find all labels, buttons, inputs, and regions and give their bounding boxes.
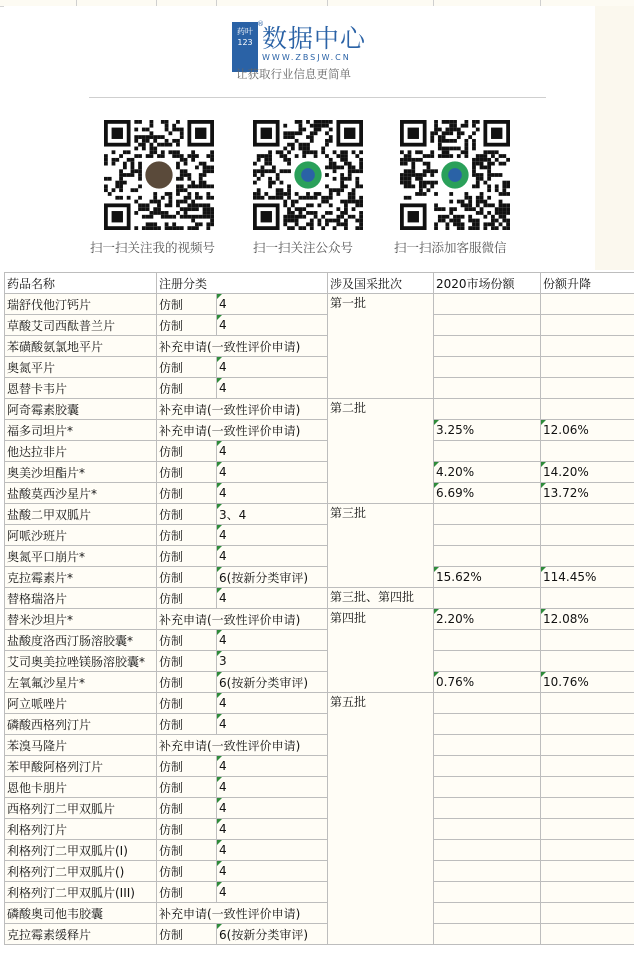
cell-market-share[interactable]	[434, 882, 541, 903]
cell-drug-name[interactable]: 草酸艾司西酞普兰片	[5, 315, 157, 336]
cell-class[interactable]: 4	[217, 315, 328, 336]
cell-class[interactable]: 6(按新分类审评)	[217, 924, 328, 945]
cell-drug-name[interactable]: 奥美沙坦酯片*	[5, 462, 157, 483]
banner-divider	[89, 97, 546, 98]
cell-drug-name[interactable]: 磷酸奥司他韦胶囊	[5, 903, 157, 924]
cell-share-change[interactable]	[541, 651, 634, 672]
cell-drug-name[interactable]: 苯溴马隆片	[5, 735, 157, 756]
cell-registration[interactable]: 仿制	[157, 798, 217, 819]
qr-caption-video: 扫一扫关注我的视频号	[90, 240, 216, 255]
cell-share-change[interactable]	[541, 357, 634, 378]
cell-share-change[interactable]	[541, 903, 634, 924]
cell-registration[interactable]: 补充申请(一致性评价申请)	[157, 609, 328, 630]
cell-market-share[interactable]: 6.69%	[434, 483, 541, 504]
qr-code-official-account	[253, 120, 363, 230]
qr-code-video	[104, 120, 214, 230]
cell-market-share[interactable]	[434, 777, 541, 798]
cell-registration[interactable]: 仿制	[157, 588, 217, 609]
cell-drug-name[interactable]: 克拉霉素缓释片	[5, 924, 157, 945]
cell-class[interactable]: 4	[217, 357, 328, 378]
cell-market-share[interactable]	[434, 735, 541, 756]
cell-class[interactable]: 6(按新分类审评)	[217, 567, 328, 588]
cell-share-change[interactable]	[541, 924, 634, 945]
cell-share-change[interactable]	[541, 546, 634, 567]
cell-drug-name[interactable]: 磷酸西格列汀片	[5, 714, 157, 735]
cell-market-share[interactable]	[434, 588, 541, 609]
cell-market-share[interactable]	[434, 693, 541, 714]
cell-registration[interactable]: 仿制	[157, 441, 217, 462]
cell-drug-name[interactable]: 利格列汀二甲双胍片(Ⅰ)	[5, 840, 157, 861]
logo-url: WWW.ZBSJW.CN	[262, 53, 351, 62]
drug-table	[4, 272, 634, 945]
cell-share-change[interactable]: 10.76%	[541, 672, 634, 693]
table-row	[5, 483, 634, 504]
cell-registration[interactable]: 仿制	[157, 714, 217, 735]
header-share-change[interactable]: 份额升降	[541, 273, 634, 294]
table-row	[5, 378, 634, 399]
table-row	[5, 441, 634, 462]
cell-drug-name[interactable]: 恩他卡朋片	[5, 777, 157, 798]
cell-registration[interactable]: 仿制	[157, 525, 217, 546]
cell-market-share[interactable]	[434, 504, 541, 525]
table-row	[5, 294, 634, 315]
cell-drug-name[interactable]: 恩替卡韦片	[5, 378, 157, 399]
cell-market-share[interactable]: 4.20%	[434, 462, 541, 483]
cell-share-change[interactable]	[541, 861, 634, 882]
table-row	[5, 357, 634, 378]
qr-code-service-wechat	[400, 120, 510, 230]
cell-registration[interactable]: 补充申请(一致性评价申请)	[157, 336, 328, 357]
table-row	[5, 819, 634, 840]
qr-caption-official-account: 扫一扫关注公众号	[253, 240, 354, 255]
cell-market-share[interactable]: 15.62%	[434, 567, 541, 588]
cell-registration[interactable]: 仿制	[157, 630, 217, 651]
cell-class[interactable]: 4	[217, 840, 328, 861]
qr-caption-service-wechat: 扫一扫添加客服微信	[394, 240, 507, 255]
cell-registration[interactable]: 仿制	[157, 504, 217, 525]
cell-class[interactable]: 3	[217, 651, 328, 672]
cell-share-change[interactable]	[541, 840, 634, 861]
cell-drug-name[interactable]: 替格瑞洛片	[5, 588, 157, 609]
cell-registration[interactable]: 仿制	[157, 861, 217, 882]
table-row	[5, 840, 634, 861]
cell-share-change[interactable]	[541, 525, 634, 546]
cell-market-share[interactable]	[434, 756, 541, 777]
cell-registration[interactable]: 仿制	[157, 777, 217, 798]
cell-drug-name[interactable]: 苯磺酸氨氯地平片	[5, 336, 157, 357]
cell-class[interactable]: 4	[217, 378, 328, 399]
cell-batch[interactable]: 第三批、第四批	[328, 588, 434, 609]
cell-share-change[interactable]	[541, 504, 634, 525]
cell-registration[interactable]: 仿制	[157, 651, 217, 672]
cell-share-change[interactable]	[541, 630, 634, 651]
cell-class[interactable]: 4	[217, 462, 328, 483]
table-row	[5, 693, 634, 714]
spreadsheet-background	[595, 6, 634, 270]
cell-market-share[interactable]	[434, 630, 541, 651]
table-row	[5, 777, 634, 798]
cell-drug-name[interactable]: 奥氮平片	[5, 357, 157, 378]
cell-registration[interactable]: 仿制	[157, 693, 217, 714]
cell-drug-name[interactable]: 阿奇霉素胶囊	[5, 399, 157, 420]
cell-drug-name[interactable]: 盐酸二甲双胍片	[5, 504, 157, 525]
cell-share-change[interactable]	[541, 378, 634, 399]
cell-drug-name[interactable]: 福多司坦片*	[5, 420, 157, 441]
cell-class[interactable]: 4	[217, 483, 328, 504]
cell-market-share[interactable]	[434, 819, 541, 840]
table-row	[5, 882, 634, 903]
cell-drug-name[interactable]: 利格列汀片	[5, 819, 157, 840]
table-row	[5, 420, 634, 441]
cell-class[interactable]: 4	[217, 714, 328, 735]
cell-drug-name[interactable]: 瑞舒伐他汀钙片	[5, 294, 157, 315]
cell-drug-name[interactable]: 艾司奥美拉唑镁肠溶胶囊*	[5, 651, 157, 672]
cell-class[interactable]: 4	[217, 588, 328, 609]
cell-market-share[interactable]	[434, 924, 541, 945]
cell-registration[interactable]: 仿制	[157, 294, 217, 315]
cell-registration[interactable]: 补充申请(一致性评价申请)	[157, 903, 328, 924]
logo-mark: 药叶123	[232, 22, 258, 72]
table-row	[5, 315, 634, 336]
cell-class[interactable]: 3、4	[217, 504, 328, 525]
cell-registration[interactable]: 补充申请(一致性评价申请)	[157, 420, 328, 441]
cell-market-share[interactable]: 3.25%	[434, 420, 541, 441]
header-registration-class[interactable]: 注册分类	[157, 273, 328, 294]
table-row	[5, 462, 634, 483]
cell-market-share[interactable]: 0.76%	[434, 672, 541, 693]
cell-share-change[interactable]: 14.20%	[541, 462, 634, 483]
table-row	[5, 399, 634, 420]
cell-market-share[interactable]	[434, 840, 541, 861]
header-procurement-batch[interactable]: 涉及国采批次	[328, 273, 434, 294]
cell-market-share[interactable]: 2.20%	[434, 609, 541, 630]
cell-batch[interactable]: 第三批	[328, 504, 434, 588]
cell-drug-name[interactable]: 左氧氟沙星片*	[5, 672, 157, 693]
cell-share-change[interactable]	[541, 315, 634, 336]
cell-batch[interactable]: 第五批	[328, 693, 434, 945]
cell-share-change[interactable]	[541, 693, 634, 714]
cell-registration[interactable]: 仿制	[157, 567, 217, 588]
table-row	[5, 504, 634, 525]
cell-batch[interactable]: 第二批	[328, 399, 434, 504]
cell-class[interactable]: 4	[217, 756, 328, 777]
cell-drug-name[interactable]: 苯甲酸阿格列汀片	[5, 756, 157, 777]
cell-share-change[interactable]	[541, 777, 634, 798]
cell-drug-name[interactable]: 替米沙坦片*	[5, 609, 157, 630]
table-row	[5, 861, 634, 882]
cell-class[interactable]: 4	[217, 882, 328, 903]
cell-market-share[interactable]	[434, 903, 541, 924]
cell-share-change[interactable]: 12.08%	[541, 609, 634, 630]
cell-class[interactable]: 4	[217, 777, 328, 798]
cell-market-share[interactable]	[434, 336, 541, 357]
cell-share-change[interactable]	[541, 336, 634, 357]
cell-share-change[interactable]	[541, 735, 634, 756]
logo-title: 数据中心	[262, 24, 367, 53]
cell-class[interactable]: 4	[217, 294, 328, 315]
cell-class[interactable]: 4	[217, 798, 328, 819]
table-row	[5, 672, 634, 693]
cell-market-share[interactable]	[434, 651, 541, 672]
cell-share-change[interactable]	[541, 756, 634, 777]
table-row	[5, 714, 634, 735]
cell-market-share[interactable]	[434, 294, 541, 315]
cell-share-change[interactable]	[541, 588, 634, 609]
cell-class[interactable]: 4	[217, 630, 328, 651]
cell-share-change[interactable]	[541, 441, 634, 462]
cell-registration[interactable]: 仿制	[157, 483, 217, 504]
cell-class[interactable]: 4	[217, 819, 328, 840]
cell-market-share[interactable]	[434, 399, 541, 420]
cell-share-change[interactable]: 13.72%	[541, 483, 634, 504]
cell-market-share[interactable]	[434, 714, 541, 735]
cell-share-change[interactable]	[541, 399, 634, 420]
table-row	[5, 588, 634, 609]
cell-class[interactable]: 4	[217, 693, 328, 714]
cell-market-share[interactable]	[434, 798, 541, 819]
cell-market-share[interactable]	[434, 525, 541, 546]
cell-registration[interactable]: 补充申请(一致性评价申请)	[157, 399, 328, 420]
table-row	[5, 903, 634, 924]
cell-class[interactable]: 6(按新分类审评)	[217, 672, 328, 693]
cell-market-share[interactable]	[434, 861, 541, 882]
cell-drug-name[interactable]: 利格列汀二甲双胍片(III)	[5, 882, 157, 903]
cell-market-share[interactable]	[434, 357, 541, 378]
cell-class[interactable]: 4	[217, 546, 328, 567]
cell-registration[interactable]: 仿制	[157, 546, 217, 567]
cell-registration[interactable]: 仿制	[157, 756, 217, 777]
cell-market-share[interactable]	[434, 546, 541, 567]
table-row	[5, 630, 634, 651]
cell-share-change[interactable]	[541, 714, 634, 735]
cell-drug-name[interactable]: 奥氮平口崩片*	[5, 546, 157, 567]
table-row	[5, 567, 634, 588]
table-row	[5, 798, 634, 819]
cell-drug-name[interactable]: 阿哌沙班片	[5, 525, 157, 546]
cell-class[interactable]: 4	[217, 525, 328, 546]
cell-registration[interactable]: 仿制	[157, 315, 217, 336]
registered-mark: ®	[257, 20, 264, 28]
cell-drug-name[interactable]: 他达拉非片	[5, 441, 157, 462]
table-row	[5, 735, 634, 756]
cell-registration[interactable]: 仿制	[157, 357, 217, 378]
cell-drug-name[interactable]: 克拉霉素片*	[5, 567, 157, 588]
table-row	[5, 756, 634, 777]
cell-registration[interactable]: 仿制	[157, 840, 217, 861]
cell-share-change[interactable]: 114.45%	[541, 567, 634, 588]
cell-market-share[interactable]	[434, 441, 541, 462]
cell-class[interactable]: 4	[217, 861, 328, 882]
cell-batch[interactable]: 第四批	[328, 609, 434, 693]
cell-share-change[interactable]	[541, 798, 634, 819]
cell-registration[interactable]: 仿制	[157, 378, 217, 399]
cell-share-change[interactable]: 12.06%	[541, 420, 634, 441]
table-header-row	[5, 273, 634, 294]
table-row	[5, 546, 634, 567]
cell-registration[interactable]: 补充申请(一致性评价申请)	[157, 735, 328, 756]
cell-registration[interactable]: 仿制	[157, 462, 217, 483]
header-market-share-2020[interactable]: 2020市场份额	[434, 273, 541, 294]
cell-registration[interactable]: 仿制	[157, 672, 217, 693]
cell-market-share[interactable]	[434, 378, 541, 399]
header-drug-name[interactable]: 药品名称	[5, 273, 157, 294]
cell-market-share[interactable]	[434, 315, 541, 336]
cell-batch[interactable]: 第一批	[328, 294, 434, 399]
table-row	[5, 924, 634, 945]
cell-drug-name[interactable]: 阿立哌唑片	[5, 693, 157, 714]
slogan: 让获取行业信息更简单	[236, 67, 351, 81]
cell-share-change[interactable]	[541, 882, 634, 903]
cell-registration[interactable]: 仿制	[157, 819, 217, 840]
table-row	[5, 525, 634, 546]
cell-registration[interactable]: 仿制	[157, 924, 217, 945]
table-row	[5, 609, 634, 630]
cell-drug-name[interactable]: 盐酸莫西沙星片*	[5, 483, 157, 504]
table-row	[5, 651, 634, 672]
cell-registration[interactable]: 仿制	[157, 882, 217, 903]
cell-share-change[interactable]	[541, 294, 634, 315]
cell-drug-name[interactable]: 西格列汀二甲双胍片	[5, 798, 157, 819]
table-row	[5, 336, 634, 357]
cell-drug-name[interactable]: 盐酸度洛西汀肠溶胶囊*	[5, 630, 157, 651]
cell-share-change[interactable]	[541, 819, 634, 840]
cell-class[interactable]: 4	[217, 441, 328, 462]
cell-drug-name[interactable]: 利格列汀二甲双胍片()	[5, 861, 157, 882]
